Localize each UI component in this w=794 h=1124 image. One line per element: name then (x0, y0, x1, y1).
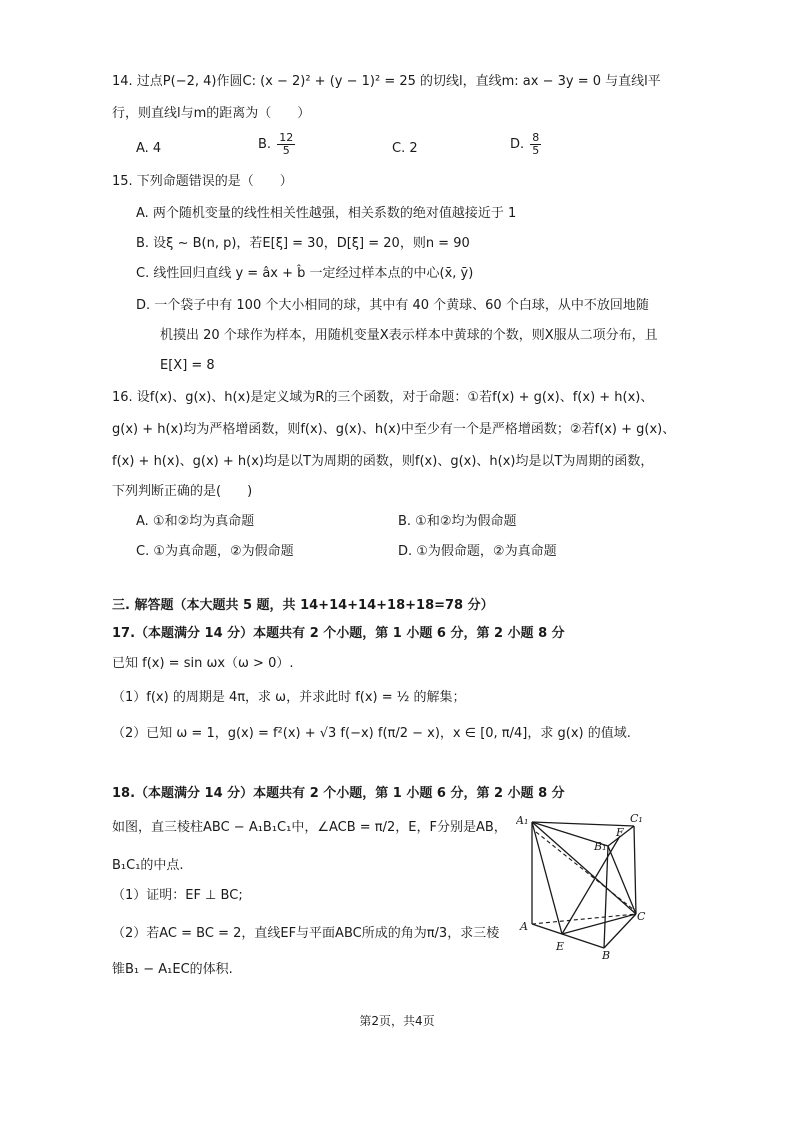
segment-a1-e (532, 822, 562, 934)
page-footer: 第2页，共4页 (359, 1014, 435, 1028)
q14-option-a: A. 4 (136, 141, 162, 156)
q14-option-b-fraction: $\frac{12}{5}$ (279, 131, 294, 157)
label-e: E (556, 940, 565, 953)
label-c1: C₁ (630, 812, 643, 825)
edge-a-b (532, 924, 604, 948)
q16-option-a: A. ①和②均为真命题 (136, 514, 255, 529)
q16-line1: 16. 设f(x)、g(x)、h(x)是定义域为R的三个函数，对于命题：①若f(x) + g(x)、f(x) + h(x)、 (112, 390, 654, 405)
edge-c-c1 (634, 826, 636, 914)
q15-option-b: B. 设ξ ~ B(n, p)，若E[ξ] = 30，D[ξ] = 20，则n = 90 (136, 236, 470, 251)
q16-option-b: B. ①和②均为假命题 (398, 514, 517, 529)
q14-option-b-label: B. (258, 137, 272, 152)
q14-option-d-label: D. (510, 137, 525, 152)
q18-line2: B₁C₁的中点. (112, 858, 184, 873)
q16-line4: 下列判断正确的是( ) (112, 484, 253, 499)
q16-line3: f(x) + h(x)、g(x) + h(x)均是以T为周期的函数，则f(x)、g(x)、h(x)均是以T为周期的函数， (112, 454, 654, 469)
q14-option-d-fraction: $\frac{8}{5}$ (532, 131, 540, 157)
label-a: A (520, 920, 528, 933)
q16-line2: g(x) + h(x)均为严格增函数，则f(x)、g(x)、h(x)中至少有一个是严格增函数；②若f(x) + g(x)、 (112, 422, 676, 437)
q14-option-c: C. 2 (392, 141, 418, 156)
prism-figure (516, 810, 646, 960)
segment-f-e (562, 836, 620, 934)
label-b: B (602, 949, 611, 960)
segment-e-c (562, 914, 636, 934)
q16-option-d: D. ①为假命题，②为真命题 (398, 544, 557, 559)
q18-line1: 如图，直三棱柱ABC − A₁B₁C₁中，∠ACB = π/2，E，F分别是AB， (112, 820, 507, 835)
label-a1: A₁ (516, 814, 529, 827)
edge-a-c-hidden (532, 914, 636, 924)
q17-header: 17.（本题满分 14 分）本题共有 2 个小题，第 1 小题 6 分，第 2 小题 8 分 (112, 626, 565, 641)
q16-option-c: C. ①为真命题，②为假命题 (136, 544, 294, 559)
q17-part2: （2）已知 ω = 1，g(x) = f²(x) + √3 f(−x) f(π/2 − x)，x ∈ [0, π/4]，求 g(x) 的值域. (112, 726, 631, 741)
q18-part2-line1: （2）若AC = BC = 2，直线EF与平面ABC所成的角为π/3，求三棱 (112, 926, 500, 941)
q18-part1: （1）证明：EF ⊥ BC; (112, 888, 243, 903)
q15-stem: 15. 下列命题错误的是（ ） (112, 174, 293, 189)
q14-stem-line2: 行，则直线l与m的距离为（ ） (112, 106, 311, 121)
q14-option-d (510, 132, 541, 157)
q15-option-d-line3: E[X] = 8 (160, 358, 215, 373)
label-b1: B₁ (594, 840, 607, 853)
q15-option-d-line1: D. 一个袋子中有 100 个大小相同的球，其中有 40 个黄球、60 个白球，从中不放回地随 (136, 298, 649, 313)
q18-part2-line2: 锥B₁ − A₁EC的体积. (112, 962, 233, 977)
q14-stem-line1: 14. 过点P(−2, 4)作圆C: (x − 2)² + (y − 1)² = 25 的切线l，直线m: ax − 3y = 0 与直线l平 (112, 74, 661, 89)
q14-option-b (258, 132, 295, 157)
q15-option-a: A. 两个随机变量的线性相关性越强，相关系数的绝对值越接近于 1 (136, 206, 517, 221)
q15-option-d-line2: 机摸出 20 个球作为样本，用随机变量X表示样本中黄球的个数，则X服从二项分布，且 (160, 328, 658, 343)
q18-header: 18.（本题满分 14 分）本题共有 2 个小题，第 1 小题 6 分，第 2 小题 8 分 (112, 786, 565, 801)
label-f: F (616, 826, 624, 839)
edge-b-c (604, 914, 636, 948)
q15-option-c: C. 线性回归直线 y = âx + b̂ 一定经过样本点的中心(x̄, ȳ) (136, 266, 474, 281)
q17-part1: （1）f(x) 的周期是 4π，求 ω，并求此时 f(x) = ½ 的解集； (112, 690, 466, 705)
hidden-diagonal (536, 832, 634, 910)
label-c: C (637, 910, 646, 923)
section3-title: 三. 解答题（本大题共 5 题，共 14+14+14+18+18=78 分） (112, 598, 494, 613)
q17-given: 已知 f(x) = sin ωx（ω > 0）. (112, 656, 294, 671)
segment-b1-c (608, 846, 636, 914)
